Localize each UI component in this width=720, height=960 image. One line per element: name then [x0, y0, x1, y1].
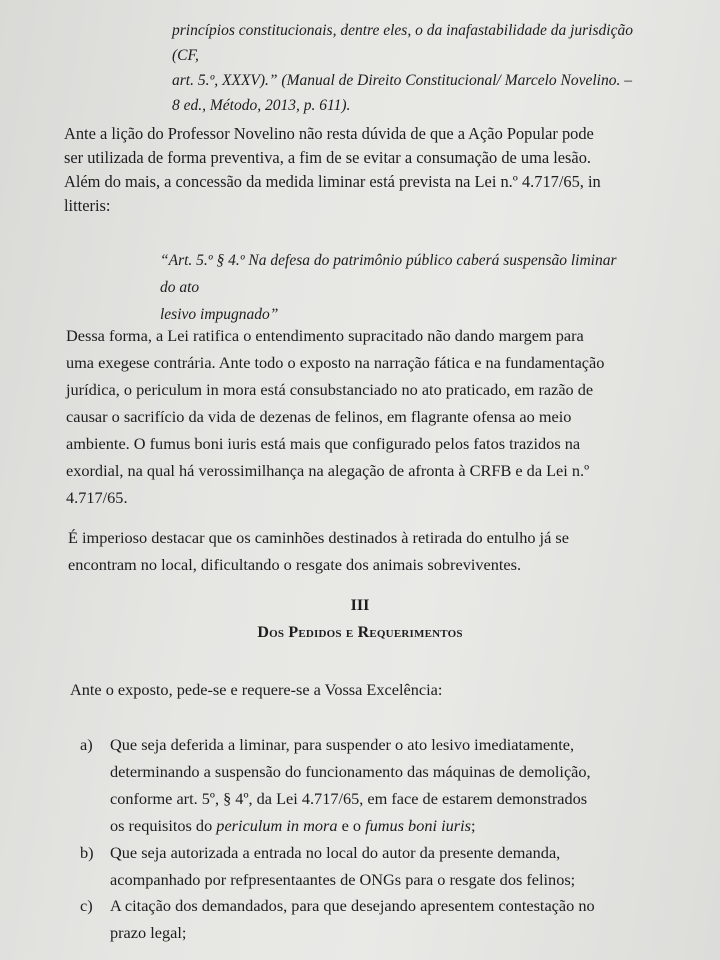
paragraph-line: litteris: — [64, 196, 111, 215]
list-item-b — [80, 839, 640, 893]
item-marker: c) — [80, 896, 93, 915]
list-item-c — [80, 892, 640, 946]
item-line: determinando a suspensão do funcionamento das máquinas de demolição, — [110, 762, 591, 781]
latin-term: periculum in mora — [216, 816, 338, 835]
paragraph-line: ambiente. O fumus boni iuris está mais que configurado pelos fatos trazidos na — [66, 434, 581, 453]
section-title: Dos Pedidos e Requerimentos — [257, 624, 463, 641]
paragraph-periculum — [66, 322, 626, 511]
quote-line: “Art. 5.º § 4.º Na defesa do patrimônio público caberá suspensão liminar do ato — [160, 252, 617, 296]
requests-list — [80, 731, 640, 946]
section-number: III — [350, 597, 370, 614]
item-line: prazo legal; — [110, 923, 187, 942]
paragraph-novelino — [64, 122, 654, 218]
item-text: os requisitos do — [110, 816, 217, 835]
quote-line: 8 ed., Método, 2013, p. 611). — [172, 97, 351, 114]
item-line: conforme art. 5º, § 4º, da Lei 4.717/65, em face de estarem demonstrados — [110, 789, 588, 808]
quote-line: lesivo impugnado” — [160, 306, 279, 323]
paragraph-line: Dessa forma, a Lei ratifica o entendimento supracitado não dando margem para — [66, 326, 584, 345]
paragraph-line: Além do mais, a concessão da medida liminar está prevista na Lei n.º 4.717/65, in — [64, 172, 601, 191]
quote-line: art. 5.º, XXXV).” (Manual de Direito Constitucional/ Marcelo Novelino. – — [172, 72, 632, 89]
item-line: Que seja autorizada a entrada no local do autor da presente demanda, — [110, 843, 561, 862]
item-marker: b) — [80, 843, 94, 862]
item-line: A citação dos demandados, para que desejando apresentem contestação no — [110, 896, 595, 915]
paragraph-line: ser utilizada de forma preventiva, a fim de se evitar a consumação de uma lesão. — [64, 148, 592, 167]
item-marker: a) — [80, 735, 93, 754]
requests-intro: Ante o exposto, pede-se e requere-se a Vossa Excelência: — [70, 680, 443, 699]
paragraph-line: É imperioso destacar que os caminhões destinados à retirada do entulho já se — [68, 528, 569, 547]
citation-quote — [172, 18, 642, 118]
paragraph-line: encontram no local, dificultando o resgate dos animais sobreviventes. — [68, 555, 522, 574]
item-text: ; — [470, 816, 476, 835]
paragraph-line: exordial, na qual há verossimilhança na alegação de afronta à CRFB e da Lei n.º — [66, 461, 590, 480]
quote-line: princípios constitucionais, dentre eles, o da inafastabilidade da jurisdição (CF, — [172, 22, 633, 64]
paragraph-line: 4.717/65. — [66, 488, 128, 507]
list-item-a — [80, 731, 640, 839]
paragraph-line: uma exegese contrária. Ante todo o exposto na narração fática e na fundamentação — [66, 353, 605, 372]
latin-term: fumus boni iuris — [365, 816, 471, 835]
item-line — [110, 812, 640, 839]
paragraph-line: jurídica, o periculum in mora está consubstanciado no ato praticado, em razão de — [66, 380, 594, 399]
item-text: e o — [337, 816, 366, 835]
paragraph-line: Ante a lição do Professor Novelino não resta dúvida de que a Ação Popular pode — [64, 124, 594, 143]
law-quote — [160, 247, 630, 328]
paragraph-line: causar o sacrifício da vida de dezenas de felinos, em flagrante ofensa ao meio — [66, 407, 572, 426]
item-line: Que seja deferida a liminar, para suspender o ato lesivo imediatamente, — [110, 735, 575, 754]
item-line: acompanhado por refpresentaantes de ONGs para o resgate dos felinos; — [110, 870, 576, 889]
paragraph-caminhoes — [68, 524, 628, 578]
